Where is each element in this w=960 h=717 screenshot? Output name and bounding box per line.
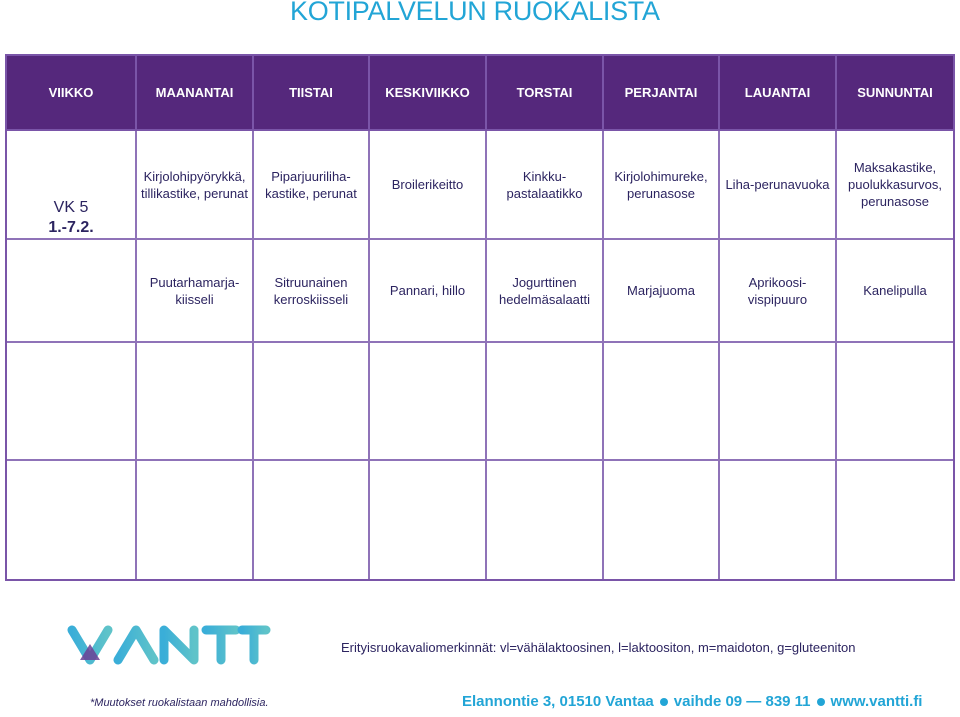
- main-course-sunday: Maksakastike, puolukkasurvos, perunasose: [837, 131, 953, 240]
- empty-cell: [720, 343, 837, 461]
- empty-cell: [254, 343, 370, 461]
- header-tuesday: TIISTAI: [254, 56, 370, 131]
- dessert-sunday: Kanelipulla: [837, 240, 953, 343]
- empty-cell: [7, 343, 137, 461]
- empty-cell: [370, 343, 487, 461]
- empty-cell: [254, 461, 370, 579]
- website-link[interactable]: www.vantti.fi: [830, 693, 923, 710]
- menu-table: [5, 54, 955, 581]
- vantti-logo: [66, 622, 278, 668]
- page-title: KOTIPALVELUN RUOKALISTA: [290, 0, 660, 26]
- main-course-friday: Kirjolohimureke, perunasose: [604, 131, 720, 240]
- header-week: VIIKKO: [7, 56, 137, 131]
- week-label: VK 5: [53, 199, 89, 216]
- diet-legend: Erityisruokavaliomerkinnät: vl=vähälaktoosinen, l=laktoositon, m=maidoton, g=gluteeniton: [341, 640, 856, 655]
- header-friday: PERJANTAI: [604, 56, 720, 131]
- contact-info: [462, 693, 922, 710]
- week-cell: [7, 131, 137, 240]
- empty-cell: [487, 343, 604, 461]
- header-monday: MAANANTAI: [137, 56, 254, 131]
- dessert-saturday: Aprikoosi-vispipuuro: [720, 240, 837, 343]
- main-course-tuesday: Piparjuuriliha-kastike, perunat: [254, 131, 370, 240]
- street-address: Elannontie 3, 01510 Vantaa: [462, 693, 654, 710]
- main-course-wednesday: Broilerikeitto: [370, 131, 487, 240]
- phone-number: vaihde 09 — 839 11: [673, 693, 811, 710]
- empty-cell: [370, 461, 487, 579]
- empty-cell: [604, 461, 720, 579]
- empty-cell: [837, 461, 953, 579]
- header-wednesday: KESKIVIIKKO: [370, 56, 487, 131]
- week-cell-dessert: [7, 240, 137, 343]
- bullet-icon: [660, 698, 668, 706]
- dessert-monday: Puutarhamarja-kiisseli: [137, 240, 254, 343]
- dessert-wednesday: Pannari, hillo: [370, 240, 487, 343]
- empty-cell: [837, 343, 953, 461]
- header-saturday: LAUANTAI: [720, 56, 837, 131]
- main-course-thursday: Kinkku-pastalaatikko: [487, 131, 604, 240]
- empty-cell: [604, 343, 720, 461]
- empty-cell: [7, 461, 137, 579]
- empty-cell: [720, 461, 837, 579]
- bullet-icon: [817, 698, 825, 706]
- dessert-thursday: Jogurttinen hedelmäsalaatti: [487, 240, 604, 343]
- changes-note: *Muutokset ruokalistaan mahdollisia.: [90, 697, 269, 709]
- header-thursday: TORSTAI: [487, 56, 604, 131]
- empty-cell: [137, 461, 254, 579]
- dessert-tuesday: Sitruunainen kerroskiisseli: [254, 240, 370, 343]
- week-dates: 1.-7.2.: [48, 219, 94, 236]
- main-course-saturday: Liha-perunavuoka: [720, 131, 837, 240]
- empty-cell: [137, 343, 254, 461]
- empty-cell: [487, 461, 604, 579]
- dessert-friday: Marjajuoma: [604, 240, 720, 343]
- main-course-monday: Kirjolohipyörykkä, tillikastike, perunat: [137, 131, 254, 240]
- header-sunday: SUNNUNTAI: [837, 56, 953, 131]
